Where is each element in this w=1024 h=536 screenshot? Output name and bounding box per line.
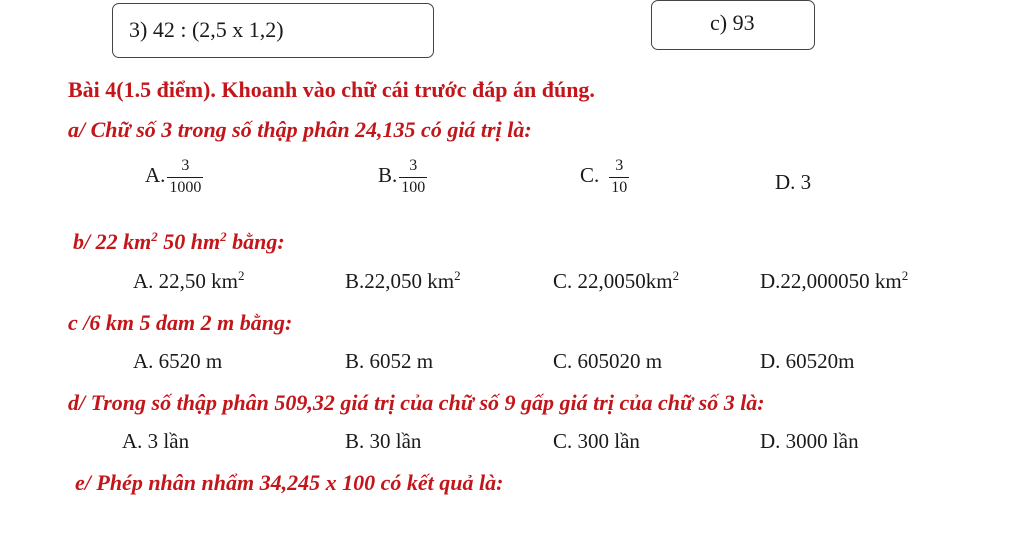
prompt-part: b/ 22 km [73, 229, 152, 254]
denominator: 1000 [169, 178, 202, 196]
fraction [399, 158, 427, 197]
question-b-option-a[interactable] [133, 268, 245, 293]
answer-box [651, 0, 815, 50]
superscript: 2 [220, 229, 227, 244]
numerator: 3 [409, 157, 418, 174]
expression-box [112, 3, 434, 58]
question-d-prompt: d/ Trong số thập phân 509,32 giá trị của chữ số 9 gấp giá trị của chữ số 3 là: [68, 390, 765, 415]
question-c-option-b[interactable]: B. 6052 m [345, 349, 434, 373]
fraction [609, 158, 629, 197]
question-e-prompt: e/ Phép nhân nhẩm 34,245 x 100 có kết quả là: [75, 470, 504, 495]
question-c-option-a[interactable]: A. 6520 m [133, 349, 223, 373]
question-d-option-c[interactable]: C. 300 lần [553, 429, 640, 453]
question-c-prompt: c /6 km 5 dam 2 m bằng: [68, 310, 293, 335]
option-text: B.22,050 km [345, 269, 455, 293]
question-a-option-a[interactable] [145, 158, 203, 197]
question-b-option-b[interactable] [345, 268, 461, 293]
superscript: 2 [672, 268, 680, 283]
question-b-option-c[interactable] [553, 268, 680, 293]
option-letter: A. [145, 163, 166, 188]
question-a-option-d[interactable]: D. 3 [775, 170, 812, 194]
question-c-option-c[interactable]: C. 605020 m [553, 349, 663, 373]
option-text: A. 22,50 km [133, 269, 238, 293]
question-a-option-b[interactable] [378, 158, 427, 197]
prompt-part: 50 hm [157, 229, 221, 254]
option-text: D.22,000050 km [760, 269, 902, 293]
question-d-option-d[interactable]: D. 3000 lần [760, 429, 859, 453]
superscript: 2 [454, 268, 461, 283]
option-text: C. 22,0050km [553, 269, 673, 293]
option-letter: C. [580, 163, 600, 188]
fraction [167, 158, 203, 197]
question-c-option-d[interactable]: D. 60520m [760, 349, 855, 373]
question-b-option-d[interactable] [760, 268, 909, 293]
question-d-option-b[interactable]: B. 30 lần [345, 429, 422, 453]
expression-text: 3) 42 : (2,5 x 1,2) [129, 17, 284, 42]
superscript: 2 [901, 268, 909, 283]
answer-text: c) 93 [710, 10, 755, 35]
numerator: 3 [615, 157, 624, 174]
prompt-part: bằng: [226, 229, 285, 254]
question-b-prompt [73, 231, 285, 253]
exercise-heading: Bài 4(1.5 điểm). Khoanh vào chữ cái trước đáp án đúng. [68, 77, 595, 102]
question-a-prompt: a/ Chữ số 3 trong số thập phân 24,135 có giá trị là: [68, 117, 532, 142]
numerator: 3 [181, 157, 190, 174]
superscript: 2 [151, 229, 158, 244]
option-letter: B. [378, 163, 398, 188]
question-a-option-c[interactable] [580, 158, 629, 197]
question-d-option-a[interactable]: A. 3 lần [122, 429, 190, 453]
superscript: 2 [238, 268, 245, 283]
denominator: 100 [401, 178, 426, 196]
denominator: 10 [611, 178, 628, 196]
